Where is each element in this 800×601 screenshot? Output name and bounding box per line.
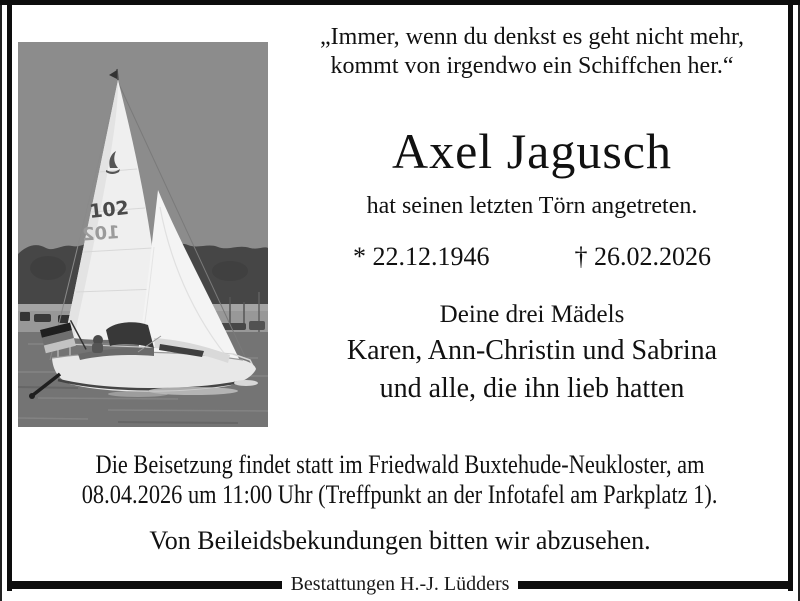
masthead	[117, 69, 118, 80]
parked-car	[34, 314, 51, 322]
funeral-info-line-1	[11, 450, 789, 480]
deceased-subtitle: hat seinen letzten Törn angetreten.	[366, 193, 698, 219]
funeral-info	[11, 450, 789, 510]
moored-boat	[249, 321, 265, 330]
tree-clump	[30, 256, 66, 280]
tree-clump	[212, 261, 248, 281]
funeral-info-line-2	[11, 480, 789, 510]
bow-splash	[234, 380, 258, 386]
notice-text-column	[278, 5, 786, 407]
divider-line-left	[7, 581, 282, 589]
funeral-info-text-1: Die Beisetzung findet statt im Friedwald Buxtehude-Neukloster, am	[95, 450, 705, 479]
sail-number: 102	[88, 196, 130, 223]
family-line-3: und alle, die ihn lieb hatten	[379, 373, 685, 404]
sailboat-photo	[18, 42, 268, 427]
memorial-quote	[278, 23, 786, 81]
condolence-note: Von Beileidsbekundungen bitten wir abzusehen.	[149, 526, 651, 555]
funeral-home-name: Bestattungen H.-J. Lüdders	[290, 573, 510, 595]
quote-line-2: kommt von irgendwo ein Schiffchen her.“	[330, 53, 734, 79]
crew-figure	[92, 343, 103, 353]
death-date: † 26.02.2026	[574, 242, 711, 271]
deceased-name: Axel Jagusch	[392, 123, 672, 179]
stern-pole-end	[29, 393, 35, 399]
quote-line-1: „Immer, wenn du denkst es geht nicht mehr,	[320, 24, 744, 50]
page-edge-left	[0, 0, 2, 601]
family-line-1: Deine drei Mädels	[439, 301, 625, 328]
life-dates	[278, 241, 786, 273]
funeral-home-banner	[7, 573, 793, 596]
divider-line-right	[518, 581, 793, 589]
wake	[108, 391, 168, 397]
parked-car	[20, 312, 30, 321]
funeral-info-text-2: 08.04.2026 um 11:00 Uhr (Treffpunkt an der Infotafel am Parkplatz 1).	[82, 480, 718, 509]
birth-date: * 22.12.1946	[353, 242, 490, 271]
family-line-2: Karen, Ann-Christin und Sabrina	[346, 335, 718, 366]
sail-number-mirrored: 102	[81, 222, 121, 246]
